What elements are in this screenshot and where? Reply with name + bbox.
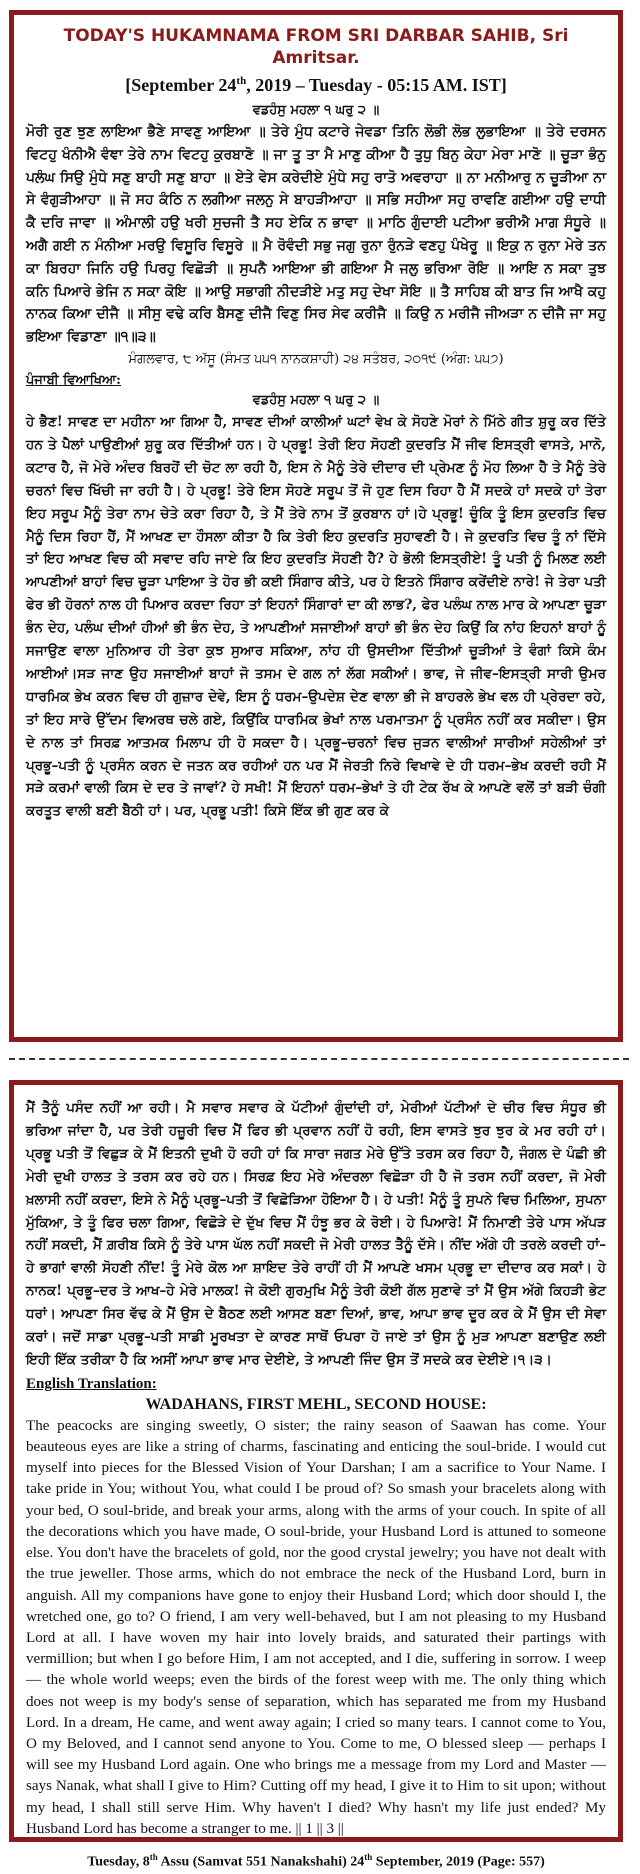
gurbani-date-meta: ਮੰਗਲਵਾਰ, ੮ ਅੱਸੂ (ਸੰਮਤ ੫੫੧ ਨਾਨਕਸ਼ਾਹੀ) ੨੪ ਸਤੰਬਰ, ੨੦੧੯ (ਅੰਗ: ੫੫੭) bbox=[128, 351, 504, 367]
dashed-divider bbox=[9, 1058, 629, 1060]
footer-part-a: Tuesday, 8 bbox=[87, 1854, 150, 1870]
hukamnama-panel-top bbox=[9, 10, 623, 1042]
hukamnama-panel-bottom bbox=[9, 1080, 623, 1870]
page-title: TODAY'S HUKAMNAMA FROM SRI DARBAR SAHIB, Sri Amritsar. bbox=[63, 26, 569, 68]
footer-part-b: Assu (Samvat 551 Nanakshahi) 24 bbox=[157, 1854, 365, 1870]
footer-part-c: September, 2019 (Page: 557) bbox=[372, 1854, 545, 1870]
punjabi-label: ਪੰਜਾਬੀ ਵਿਆਖਿਆ: bbox=[26, 372, 121, 388]
gurbani-text: ਮੋਰੀ ਰੁਣ ਝੁਣ ਲਾਇਆ ਭੈਣੇ ਸਾਵਣੁ ਆਇਆ ॥ ਤੇਰੇ ਮੁੰਧ ਕਟਾਰੇ ਜੇਵਡਾ ਤਿਨਿ ਲੋਭੀ ਲੋਭ ਲੁਭਾਇਆ ॥ ਤੇਰੇ ਦਰਸਨ ਵਿਟਹੁ ਖੰਨੀਐ ਵੰਞਾ ਤੇਰੇ ਨਾਮ ਵਿਟਹੁ ਕੁਰਬਾਣੋ ॥ ਜਾ ਤੂ ਤਾ ਮੈ ਮਾਣੁ ਕੀਆ ਹੈ ਤੁਧੁ ਬਿਨੁ ਕੇਹਾ ਮੇਰਾ ਮਾਣੋ ॥ ਚੂੜਾ ਭੰਨੁ ਪਲੰਘ ਸਿਉ ਮੁੰਧੇ ਸਣੁ ਬਾਹੀ ਸਣੁ ਬਾਹਾ ॥ ਏਤੇ ਵੇਸ ਕਰੇਦੀਏ ਮੁੰਧੇ ਸਹੁ ਰਾਤੋ ਅਵਰਾਹਾ ॥ ਨਾ ਮਨੀਆਰੁ ਨ ਚੂੜੀਆ ਨਾ ਸੇ ਵੰਗੁੜੀਆਹਾ ॥ ਜੋ ਸਹ ਕੰਠਿ ਨ ਲਗੀਆ ਜਲਨੁ ਸੇ ਬਾਹੜੀਆਹਾ ॥ ਸਭਿ ਸਹੀਆ ਸਹੁ ਰਾਵਣਿ ਗਈਆ ਹਉ ਦਾਧੀ ਕੈ ਦਰਿ ਜਾਵਾ ॥ ਅੰਮਾਲੀ ਹਉ ਖਰੀ ਸੁਚਜੀ ਤੈ ਸਹ ਏਕਿ ਨ ਭਾਵਾ ॥ ਮਾਠਿ ਗੁੰਦਾਈ ਪਟੀਆ ਭਰੀਐ ਮਾਗ ਸੰਧੂਰੇ ॥ ਅਗੈ ਗਈ ਨ ਮੰਨੀਆ ਮਰਉ ਵਿਸੂਰਿ ਵਿਸੂਰੇ ॥ ਮੈ ਰੋਵੰਦੀ ਸਭੁ ਜਗੁ ਰੁਨਾ ਰੁੰਨੜੇ ਵਣਹੁ ਪੰਖੇਰੂ ॥ ਇਕੁ ਨ ਰੁਨਾ ਮੇਰੇ ਤਨ ਕਾ ਬਿਰਹਾ ਜਿਨਿ ਹਉ ਪਿਰਹੁ ਵਿਛੋੜੀ ॥ ਸੁਪਨੈ ਆਇਆ ਭੀ ਗਇਆ ਮੈ ਜਲੁ ਭਰਿਆ ਰੋਇ ॥ ਆਇ ਨ ਸਕਾ ਤੁਝ ਕਨਿ ਪਿਆਰੇ ਭੇਜਿ ਨ ਸਕਾ ਕੋਇ ॥ ਆਉ ਸਭਾਗੀ ਨੀਦੜੀਏ ਮਤੁ ਸਹੁ ਦੇਖਾ ਸੋਇ ॥ ਤੈ ਸਾਹਿਬ ਕੀ ਬਾਤ ਜਿ ਆਖੈ ਕਹੁ ਨਾਨਕ ਕਿਆ ਦੀਜੈ ॥ ਸੀਸੁ ਵਢੇ ਕਰਿ ਬੈਸਣੁ ਦੀਜੈ ਵਿਣੁ ਸਿਰ ਸੇਵ ਕਰੀਜੈ ॥ ਕਿਉ ਨ ਮਰੀਜੈ ਜੀਅੜਾ ਨ ਦੀਜੈ ਜਾ ਸਹੁ ਭਇਆ ਵਿਡਾਣਾ ॥੧॥੩॥ bbox=[26, 124, 606, 346]
english-translation: The peacocks are singing sweetly, O sister; the rainy season of Saawan has come. Your beauteous eyes are like a string of charms, fascinating and enticing the soul-bride. I would cut myself into pieces for the Blessed Vision of Your Darshan; I am a sacrifice to Your Name. I take pride in You; without You, what could I be proud of? So smash your bracelets along with your bed, O soul-bride, and break your arms, along with the arms of your couch. In spite of all the decorations which you have made, O soul-bride, your Husband Lord is attuned to someone else. You don't have the bracelets of gold, nor the good crystal jewelry; you have not dealt with the true jeweller. Those arms, which do not embrace the neck of the Husband Lord, burn in anguish. All my companions have gone to enjoy their Husband Lord; which door should I, the wretched one, go to? O friend, I am very well-behaved, but I am not pleasing to my Husband Lord at all. I have woven my hair into lovely braids, and saturated their partings with vermillion; but when I go before Him, I am not accepted, and I die, suffering in sorrow. I weep — the whole world weeps; even the birds of the forest weep with me. The only thing which does not weep is my body's sense of separation, which has separated me from my Husband Lord. In a dream, He came, and went away again; I cried so many tears. I cannot come to You, O my Beloved, and I cannot send anyone to You. Come to me, O blessed sleep — perhaps I will see my Husband Lord again. One who brings me a message from my Lord and Master — says Nanak, what shall I give to Him? Cutting off my head, I give it to Him to sit upon; without my head, I shall still serve Him. Why haven't I died? Why hasn't my life just ended? My Husband Lord has become a stranger to me. || 1 || 3 || bbox=[26, 1417, 606, 1837]
footer-sup-2: th bbox=[364, 1851, 373, 1862]
date-prefix: [September 24 bbox=[125, 75, 237, 95]
english-heading: WADAHANS, FIRST MEHL, SECOND HOUSE: bbox=[145, 1395, 487, 1413]
footer-sup-1: th bbox=[149, 1851, 158, 1862]
date-line bbox=[26, 69, 606, 97]
punjabi-explanation-part1: ਹੇ ਭੈਣ! ਸਾਵਣ ਦਾ ਮਹੀਨਾ ਆ ਗਿਆ ਹੈ, ਸਾਵਣ ਦੀਆਂ ਕਾਲੀਆਂ ਘਟਾਂ ਵੇਖ ਕੇ ਸੋਹਣੇ ਮੋਰਾਂ ਨੇ ਮਿੱਠੇ ਗੀਤ ਸ਼ੁਰੂ ਕਰ ਦਿੱਤੇ ਹਨ ਤੇ ਪੈਲਾਂ ਪਾਉਣੀਆਂ ਸ਼ੁਰੂ ਕਰ ਦਿੱਤੀਆਂ ਹਨ। ਹੇ ਪ੍ਰਭੂ! ਤੇਰੀ ਇਹ ਸੋਹਣੀ ਕੁਦਰਤਿ ਮੈਂ ਜੀਵ ਇਸਤ੍ਰੀ ਵਾਸਤੇ, ਮਾਨੋ, ਕਟਾਰ ਹੈ, ਜੋ ਮੇਰੇ ਅੰਦਰ ਬਿਰਹੋਂ ਦੀ ਚੋਟ ਲਾ ਰਹੀ ਹੈ, ਇਸ ਨੇ ਮੈਨੂੰ ਤੇਰੇ ਦੀਦਾਰ ਦੀ ਪ੍ਰੇਮਣ ਨੂੰ ਮੋਹ ਲਿਆ ਹੈ ਤੇ ਮੈਨੂੰ ਤੇਰੇ ਚਰਨਾਂ ਵਿਚ ਖਿੱਚੀ ਜਾ ਰਹੀ ਹੈ। ਹੇ ਪ੍ਰਭੂ! ਤੇਰੇ ਇਸ ਸੋਹਣੇ ਸਰੂਪ ਤੋਂ ਜੋ ਹੁਣ ਦਿਸ ਰਿਹਾ ਹੈ ਮੈਂ ਸਦਕੇ ਹਾਂ ਸਦਕੇ ਹਾਂ ਤੇਰਾ ਇਹ ਸਰੂਪ ਮੈਨੂੰ ਤੇਰਾ ਨਾਮ ਚੇਤੇ ਕਰਾ ਰਿਹਾ ਹੈ, ਤੇ ਮੈਂ ਤੇਰੇ ਨਾਮ ਤੋਂ ਕੁਰਬਾਨ ਹਾਂ।ਹੇ ਪ੍ਰਭੂ! ਚੂੰਕਿ ਤੂੰ ਇਸ ਕੁਦਰਤਿ ਵਿਚ ਮੈਨੂੰ ਦਿਸ ਰਿਹਾ ਹੈਂ, ਮੈਂ ਆਖਣ ਦਾ ਹੌਸਲਾ ਕੀਤਾ ਹੈ ਕਿ ਤੇਰੀ ਇਹ ਕੁਦਰਤਿ ਸੁਹਾਵਣੀ ਹੈ। ਜੇ ਕੁਦਰਤਿ ਵਿਚ ਤੂੰ ਨਾਂ ਦਿੱਸੇ ਤਾਂ ਇਹ ਆਖਣ ਵਿਚ ਕੀ ਸਵਾਦ ਰਹਿ ਜਾਏ ਕਿ ਇਹ ਕੁਦਰਤਿ ਸੋਹਣੀ ਹੈ? ਹੇ ਭੋਲੀ ਇਸਤ੍ਰੀਏ! ਤੂੰ ਪਤੀ ਨੂੰ ਮਿਲਣ ਲਈ ਆਪਣੀਆਂ ਬਾਹਾਂ ਵਿਚ ਚੂੜਾ ਪਾਇਆ ਤੇ ਹੋਰ ਭੀ ਕਈ ਸਿੰਗਾਰ ਕੀਤੇ, ਪਰ ਹੇ ਇਤਨੇ ਸਿੰਗਾਰ ਕਰੇਂਦੀਏ ਨਾਰੇ! ਜੇ ਤੇਰਾ ਪਤੀ ਫੇਰ ਭੀ ਹੋਰਨਾਂ ਨਾਲ ਹੀ ਪਿਆਰ ਕਰਦਾ ਰਿਹਾ ਤਾਂ ਇਹਨਾਂ ਸਿੰਗਾਰਾਂ ਦਾ ਕੀ ਲਾਭ?, ਫੇਰ ਪਲੰਘ ਨਾਲ ਮਾਰ ਕੇ ਆਪਣਾ ਚੂੜਾ ਭੰਨ ਦੇਹ, ਪਲੰਘ ਦੀਆਂ ਹੀਆਂ ਭੀ ਭੰਨ ਦੇਹ, ਤੇ ਆਪਣੀਆਂ ਸਜਾਈਆਂ ਬਾਹਾਂ ਭੀ ਭੰਨ ਦੇਹ ਕਿਉਂ ਕਿ ਨਾਂਹ ਇਹਨਾਂ ਬਾਹਾਂ ਨੂੰ ਸਜਾਉਣ ਵਾਲਾ ਮੁਨਿਆਰ ਹੀ ਤੇਰਾ ਕੁਝ ਸੁਆਰ ਸਕਿਆ, ਨਾਂਹ ਹੀ ਉਸਦੀਆ ਦਿੱਤੀਆਂ ਚੂੜੀਆਂ ਤੇ ਵੰਗਾਂ ਕਿਸੇ ਕੰਮ ਆਈਆਂ।ਸੜ ਜਾਣ ਉਹ ਸਜਾਈਆਂ ਬਾਹਾਂ ਜੋ ਤਸਮ ਦੇ ਗਲ ਨਾਂ ਲੱਗ ਸਕੀਆਂ। ਭਾਵ, ਜੇ ਜੀਵ–ਇਸਤ੍ਰੀ ਸਾਰੀ ਉਮਰ ਧਾਰਮਿਕ ਭੇਖ ਕਰਨ ਵਿਚ ਹੀ ਗੁਜ਼ਾਰ ਦੇਵੇ, ਇਸ ਨੂੰ ਧਰਮ–ਉਪਦੇਸ਼ ਦੇਣ ਵਾਲਾ ਭੀ ਜੇ ਬਾਹਰਲੇ ਭੇਖ ਵਲ ਹੀ ਪ੍ਰੇਰਦਾ ਰਹੇ, ਤਾਂ ਇਹ ਸਾਰੇ ਉੱਦਮ ਵਿਅਰਥ ਚਲੇ ਗਏ, ਕਿਉਂਕਿ ਧਾਰਮਿਕ ਭੇਖਾਂ ਨਾਲ ਪਰਮਾਤਮਾ ਨੂੰ ਪ੍ਰਸੰਨ ਨਹੀਂ ਕਰ ਸਕੀਦਾ। ਉਸ ਦੇ ਨਾਲ ਤਾਂ ਸਿਰਫ਼ ਆਤਮਕ ਮਿਲਾਪ ਹੀ ਹੋ ਸਕਦਾ ਹੈ। ਪ੍ਰਭੂ–ਚਰਨਾਂ ਵਿਚ ਜੁੜਨ ਵਾਲੀਆਂ ਸਾਰੀਆਂ ਸਹੇਲੀਆਂ ਤਾਂ ਪ੍ਰਭੂ–ਪਤੀ ਨੂੰ ਪ੍ਰਸੰਨ ਕਰਨ ਦੇ ਜਤਨ ਕਰ ਰਹੀਆਂ ਹਨ ਪਰ ਮੈਂ ਜੇਰਤੀ ਨਿਰੇ ਵਿਖਾਵੇ ਦੇ ਹੀ ਧਰਮ–ਭੇਖ ਕਰਦੀ ਰਹੀ ਮੈਂ ਸੜੇ ਕਰਮਾਂ ਵਾਲੀ ਕਿਸ ਦੇ ਦਰ ਤੇ ਜਾਵਾਂ? ਹੇ ਸਖੀ! ਮੈਂ ਇਹਨਾਂ ਧਰਮ–ਭੇਖਾਂ ਤੇ ਹੀ ਟੇਕ ਰੱਖ ਕੇ ਆਪਣੇ ਵਲੋਂ ਤਾਂ ਬੜੀ ਚੰਗੀ ਕਰਤੂਤ ਵਾਲੀ ਬਣੀ ਬੈਠੀ ਹਾਂ। ਪਰ, ਪ੍ਰਭੂ ਪਤੀ! ਕਿਸੇ ਇੱਕ ਭੀ ਗੁਣ ਕਰ ਕੇ bbox=[26, 413, 606, 820]
date-rest: , 2019 – Tuesday - 05:15 AM. IST] bbox=[246, 75, 507, 95]
english-footer bbox=[26, 1846, 606, 1874]
punjabi-heading: ਵਡਹੰਸੁ ਮਹਲਾ ੧ ਘਰੁ ੨ ॥ bbox=[252, 392, 380, 408]
english-label: English Translation: bbox=[26, 1375, 157, 1392]
punjabi-explanation-part2: ਮੈਂ ਤੈਨੂੰ ਪਸੰਦ ਨਹੀਂ ਆ ਰਹੀ। ਮੈ ਸਵਾਰ ਸਵਾਰ ਕੇ ਪੱਟੀਆਂ ਗੁੰਦਾਂਦੀ ਹਾਂ, ਮੇਰੀਆਂ ਪੱਟੀਆਂ ਦੇ ਚੀਰ ਵਿਚ ਸੰਧੂਰ ਭੀ ਭਰਿਆ ਜਾਂਦਾ ਹੈ, ਪਰ ਤੇਰੀ ਹਜ਼ੂਰੀ ਵਿਚ ਮੈਂ ਫਿਰ ਭੀ ਪ੍ਰਵਾਨ ਨਹੀਂ ਹੋ ਰਹੀ, ਇਸ ਵਾਸਤੇ ਝੁਰ ਝੁਰ ਕੇ ਮਰ ਰਹੀ ਹਾਂ। ਪ੍ਰਭੂ ਪਤੀ ਤੋਂ ਵਿਛੁੜ ਕੇ ਮੈਂ ਇਤਨੀ ਦੁਖੀ ਹੋ ਰਹੀ ਹਾਂ ਕਿ ਸਾਰਾ ਜਗਤ ਮੇਰੇ ਉੱਤੇ ਤਰਸ ਕਰ ਰਿਹਾ ਹੈ, ਜੰਗਲ ਦੇ ਪੰਛੀ ਭੀ ਮੇਰੀ ਦੁਖੀ ਹਾਲਤ ਤੇ ਤਰਸ ਕਰ ਰਹੇ ਹਨ। ਸਿਰਫ਼ ਇਹ ਮੇਰੇ ਅੰਦਰਲਾ ਵਿਛੋੜਾ ਹੀ ਹੈ ਜੋ ਤਰਸ ਨਹੀਂ ਕਰਦਾ, ਜੋ ਮੇਰੀ ਖ਼ਲਾਸੀ ਨਹੀਂ ਕਰਦਾ, ਇਸੇ ਨੇ ਮੈਨੂੰ ਪ੍ਰਭੂ–ਪਤੀ ਤੋਂ ਵਿਛੋੜਿਆ ਹੋਇਆ ਹੈ। ਹੇ ਪਤੀ! ਮੈਨੂੰ ਤੂੰ ਸੁਪਨੇ ਵਿਚ ਮਿਲਿਆ, ਸੁਪਨਾ ਮੁੱਕਿਆ, ਤੇ ਤੂੰ ਫਿਰ ਚਲਾ ਗਿਆ, ਵਿਛੋੜੇ ਦੇ ਦੁੱਖ ਵਿਚ ਮੈਂ ਹੰਝੂ ਭਰ ਕੇ ਰੋਈ। ਹੇ ਪਿਆਰੇ! ਮੈਂ ਨਿਮਾਣੀ ਤੇਰੇ ਪਾਸ ਅੱਪੜ ਨਹੀਂ ਸਕਦੀ, ਮੈਂ ਗ਼ਰੀਬ ਕਿਸੇ ਨੂੰ ਤੇਰੇ ਪਾਸ ਘੱਲ ਨਹੀਂ ਸਕਦੀ ਜੋ ਮੇਰੀ ਹਾਲਤ ਤੈਨੂੰ ਦੱਸੇ। ਨੀਂਦ ਅੱਗੇ ਹੀ ਤਰਲੇ ਕਰਦੀ ਹਾਂ–ਹੇ ਭਾਗਾਂ ਵਾਲੀ ਸੋਹਣੀ ਨੀਂਦ! ਤੂੰ ਮੇਰੇ ਕੋਲ ਆ ਸ਼ਾਇਦ ਤੇਰੇ ਰਾਹੀਂ ਹੀ ਮੈਂ ਆਪਣੇ ਖਸਮ ਪ੍ਰਭੂ ਦਾ ਦੀਦਾਰ ਕਰ ਸਕਾਂ। ਹੇ ਨਾਨਕ! ਪ੍ਰਭੂ–ਦਰ ਤੇ ਆਖ–ਹੇ ਮੇਰੇ ਮਾਲਕ! ਜੇ ਕੋਈ ਗੁਰਮੁਖਿ ਮੈਨੂੰ ਤੇਰੀ ਕੋਈ ਗੱਲ ਸੁਣਾਵੇ ਤਾਂ ਮੈਂ ਉਸ ਅੱਗੇ ਕਿਹੜੀ ਭੇਟ ਧਰਾਂ। ਆਪਣਾ ਸਿਰ ਵੱਢ ਕੇ ਮੈਂ ਉਸ ਦੇ ਬੈਠਣ ਲਈ ਆਸਣ ਬਣਾ ਦਿਆਂ, ਭਾਵ, ਆਪਾ ਭਾਵ ਦੂਰ ਕਰ ਕੇ ਮੈਂ ਉਸ ਦੀ ਸੇਵਾ ਕਰਾਂ। ਜਦੋਂ ਸਾਡਾ ਪ੍ਰਭੂ–ਪਤੀ ਸਾਡੀ ਮੂਰਖਤਾ ਦੇ ਕਾਰਣ ਸਾਥੋਂ ਓਪਰਾ ਹੋ ਜਾਏ ਤਾਂ ਉਸ ਨੂੰ ਮੁੜ ਆਪਣਾ ਬਣਾਉਣ ਲਈ ਇਹੀ ਇੱਕ ਤਰੀਕਾ ਹੈ ਕਿ ਅਸੀਂ ਆਪਾ ਭਾਵ ਮਾਰ ਦੇਈਏ, ਤੇ ਆਪਣੀ ਜਿੰਦ ਉਸ ਤੋਂ ਸਦਕੇ ਕਰ ਦੇਈਏ।੧।੩। bbox=[26, 1100, 606, 1368]
date-suffix: th bbox=[236, 75, 247, 87]
gurbani-heading: ਵਡਹੰਸੁ ਮਹਲਾ ੧ ਘਰੁ ੨ ॥ bbox=[252, 103, 380, 118]
